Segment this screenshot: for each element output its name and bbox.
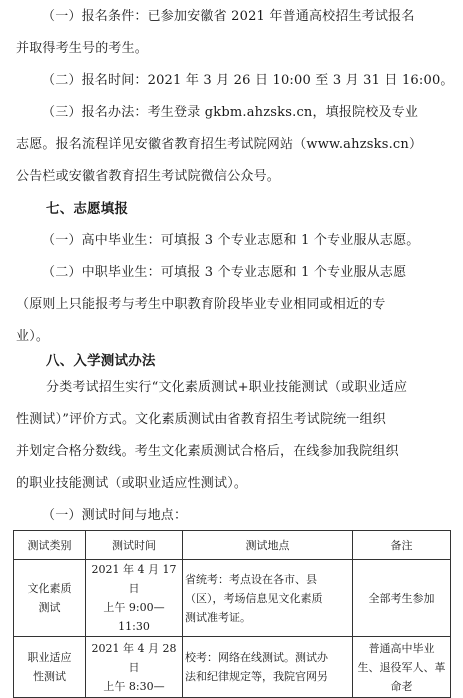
test-category-cell: 文化素质 测试 [14,560,86,637]
paragraph-line: （二）中职毕业生：可填报 3 个专业志愿和 1 个专业服从志愿 [42,265,407,280]
paragraph-line: 公告栏或安徽省教育招生考试院微信公众号。 [16,169,281,184]
paragraph-line: （一）高中毕业生：可填报 3 个专业志愿和 1 个专业服从志愿。 [42,233,420,248]
paragraph-line: 性测试）”评价方式。文化素质测试由省教育招生考试院统一组织 [16,412,386,427]
test-location-cell: 校考：网络在线测试。测试办 法和纪律规定等，我院官网另 [183,637,353,698]
paragraph-line: （一）报名条件：已参加安徽省 2021 年普通高校招生考试报名 [42,9,415,24]
paragraph-line: （一）测试时间与地点： [42,508,188,523]
section-heading: 八、入学测试办法 [46,353,156,369]
test-time-cell: 2021 年 4 月 17 日 上午 9:00— 11:30 [86,560,183,637]
paragraph-line: （原则上只能报考与考生中职教育阶段毕业专业相同或相近的专 [16,297,386,312]
paragraph-line: 分类考试招生实行“文化素质测试+职业技能测试（或职业适应 [46,380,408,395]
paragraph-line: 并划定合格分数线。考生文化素质测试合格后，在线参加我院组织 [16,444,399,459]
test-location-cell: 省统考：考点设在各市、县 （区），考场信息见文化素质 测试准考证。 [183,560,353,637]
table-row [14,560,451,637]
table-header-cell: 测试类别 [14,531,86,560]
test-note-cell: 全部考生参加 [353,560,451,637]
section-heading: 七、志愿填报 [46,201,129,217]
paragraph-line: 志愿。报名流程详见安徽省教育招生考试院网站（www.ahzsks.cn） [16,137,423,152]
test-category-cell: 职业适应 性测试 [14,637,86,698]
table-header-cell: 测试地点 [183,531,353,560]
table-header-cell: 备注 [353,531,451,560]
table-header-row [14,531,451,560]
paragraph-line: （三）报名办法：考生登录 gkbm.ahzsks.cn，填报院校及专业 [42,105,419,120]
paragraph-line: 并取得考生号的考生。 [16,41,149,56]
table-header-cell: 测试时间 [86,531,183,560]
paragraph-line: 业）。 [16,329,50,344]
paragraph-line: （二）报名时间：2021 年 3 月 26 日 10:00 至 3 月 31 日 16:00。 [42,73,454,88]
test-time-cell: 2021 年 4 月 28 日 上午 8:30— [86,637,183,698]
paragraph-line: 的职业技能测试（或职业适应性测试）。 [16,476,248,491]
table-row [14,637,451,698]
test-schedule-table [13,530,451,698]
test-note-cell: 普通高中毕业 生、退役军人、革命老 [353,637,451,698]
